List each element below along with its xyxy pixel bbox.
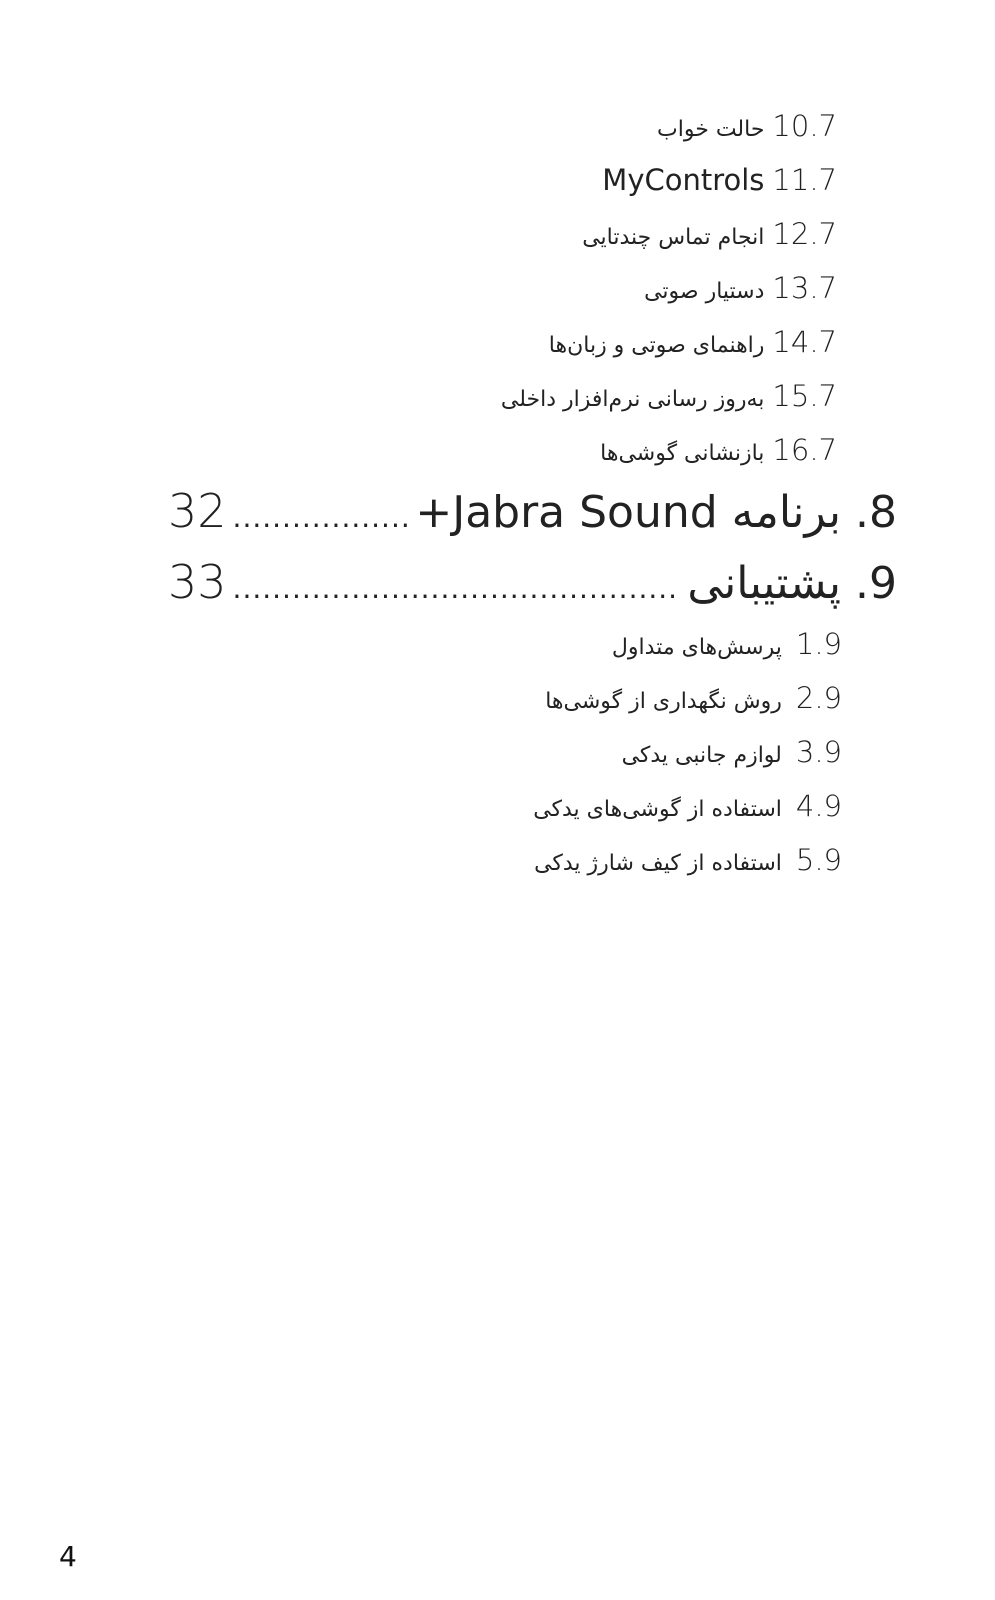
toc-entry-number: 14.7 bbox=[772, 325, 837, 359]
toc-main-entry-9[interactable] bbox=[168, 555, 897, 617]
toc-main-entry-8[interactable] bbox=[168, 484, 897, 546]
toc-entry-number: 13.7 bbox=[772, 271, 837, 305]
toc-entry-title: روش نگهداری از گوشی‌ها bbox=[545, 689, 782, 714]
toc-entry-7-13[interactable] bbox=[644, 268, 837, 308]
toc-entry-9-1[interactable] bbox=[612, 624, 842, 664]
toc-page-number: 32 bbox=[168, 484, 227, 538]
toc-entry-number: 4.9 bbox=[795, 789, 842, 823]
toc-entry-9-5[interactable] bbox=[534, 840, 842, 880]
toc-entry-title: پرسش‌های متداول bbox=[611, 635, 782, 660]
toc-leader-dots bbox=[233, 572, 682, 605]
toc-entry-title: حالت خواب bbox=[657, 117, 765, 142]
toc-entry-title: به‌روز رسانی نرم‌افزار داخلی bbox=[500, 387, 765, 412]
toc-entry-title: انجام تماس چندتایی bbox=[582, 225, 765, 250]
toc-main-title: برنامه Jabra Sound+ bbox=[415, 487, 842, 538]
toc-entry-number: 1.9 bbox=[795, 627, 842, 661]
toc-main-title: پشتیبانی bbox=[687, 558, 842, 609]
toc-entry-title: استفاده از کیف شارژ یدکی bbox=[534, 851, 782, 876]
toc-entry-7-11[interactable] bbox=[602, 160, 837, 200]
toc-entry-title: دستیار صوتی bbox=[644, 279, 765, 304]
toc-entry-number: 5.9 bbox=[795, 843, 842, 877]
toc-entry-title: MyControls bbox=[602, 163, 765, 197]
toc-entry-number: 2.9 bbox=[795, 681, 842, 715]
toc-entry-title: استفاده از گوشی‌های یدکی bbox=[533, 797, 782, 822]
toc-entry-number: 12.7 bbox=[772, 217, 837, 251]
toc-entry-7-12[interactable] bbox=[582, 214, 837, 254]
toc-entry-title: لوازم جانبی یدکی bbox=[621, 743, 782, 768]
toc-entry-number: 15.7 bbox=[772, 379, 837, 413]
page-number: 4 bbox=[59, 1540, 77, 1573]
toc-entry-9-4[interactable] bbox=[533, 786, 842, 826]
toc-entry-number: 10.7 bbox=[772, 109, 837, 143]
toc-entry-number: 16.7 bbox=[772, 433, 837, 467]
toc-entry-number: 3.9 bbox=[795, 735, 842, 769]
toc-entry-number: 11.7 bbox=[772, 163, 837, 197]
toc-entry-7-16[interactable] bbox=[600, 430, 837, 470]
toc-entry-7-14[interactable] bbox=[549, 322, 837, 362]
toc-main-number: .9 bbox=[855, 558, 897, 609]
toc-entry-title: بازنشانی گوشی‌ها bbox=[600, 441, 765, 466]
toc-leader-dots bbox=[233, 501, 410, 534]
toc-entry-title: راهنمای صوتی و زبان‌ها bbox=[548, 333, 765, 358]
toc-entry-7-15[interactable] bbox=[501, 376, 837, 416]
toc-main-number: .8 bbox=[855, 487, 897, 538]
toc-entry-9-2[interactable] bbox=[545, 678, 842, 718]
toc-entry-7-10[interactable] bbox=[657, 106, 837, 146]
toc-page-number: 33 bbox=[168, 555, 227, 609]
toc-entry-9-3[interactable] bbox=[622, 732, 842, 772]
